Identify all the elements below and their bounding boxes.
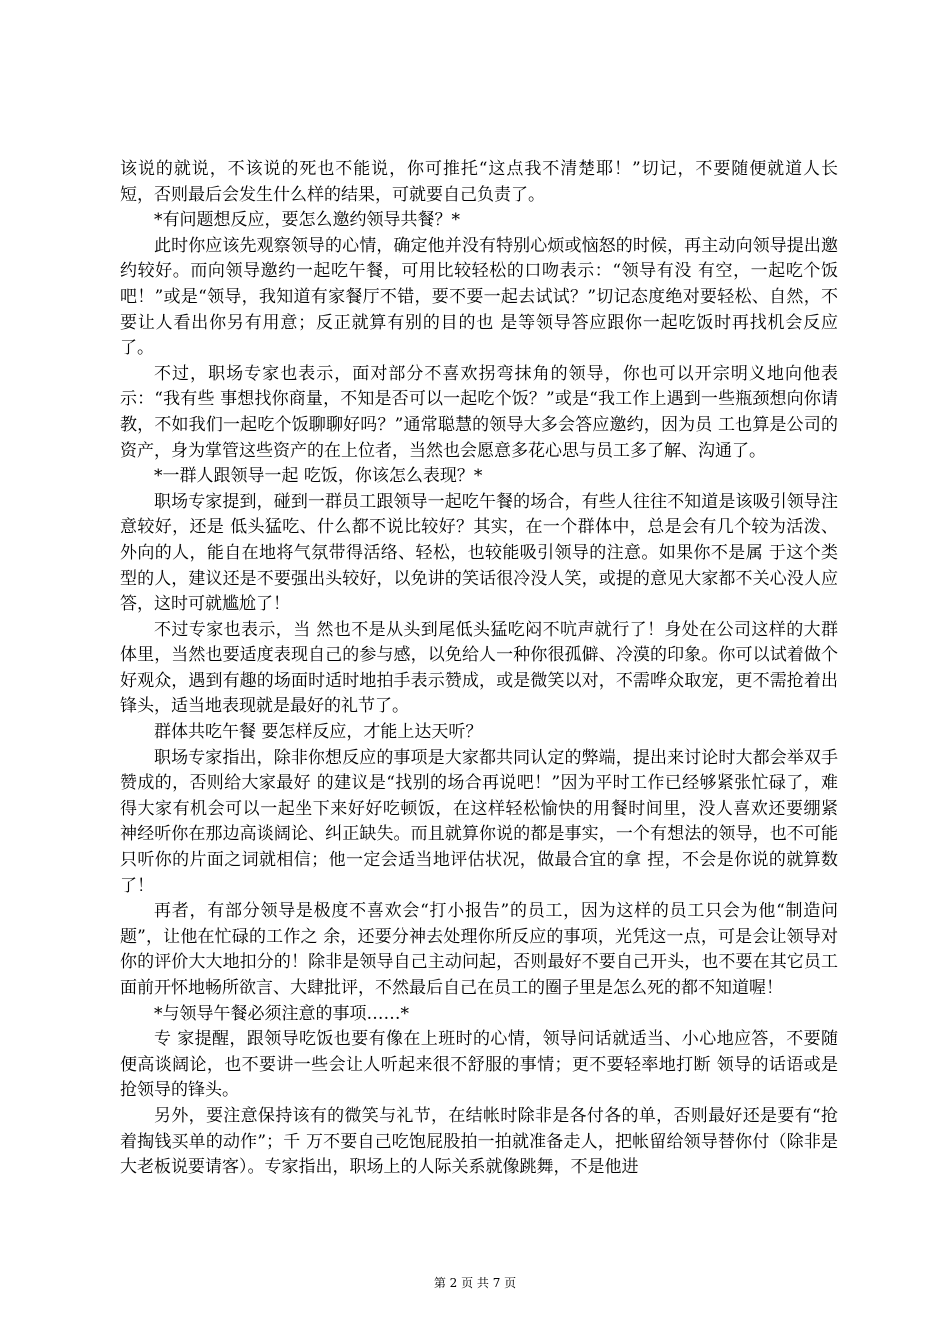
paragraph: 不过专家也表示，当 然也不是从头到尾低头猛吃闷不吭声就行了！身处在公司这样的大群体里，当然也要适度表现自己的参与感，以免给人一种你很孤僻、冷漠的印象。你可以试着做个 好观众，遇到有趣的场面时适时地拍手表示赞成，或是微笑以对，不需哗众取宠，更不需抢着出锋头，适当地表现就是最好的礼节了。 bbox=[120, 619, 838, 717]
page-footer: 第 2 页 共 7 页 bbox=[433, 1276, 517, 1290]
section-heading: 群体共吃午餐 要怎样反应，才能上达天听？ bbox=[154, 722, 483, 743]
section-heading: *与领导午餐必须注意的事项……* bbox=[154, 1003, 409, 1024]
section-heading: *一群人跟领导一起 吃饭，你该怎么表现？* bbox=[154, 466, 483, 487]
paragraph: 该说的就说，不该说的死也不能说，你可推托“这点我不清楚耶！”切记，不要随便就道人长 短，否则最后会发生什么样的结果，可就要自己负责了。 bbox=[120, 159, 838, 205]
document-body bbox=[120, 157, 838, 1181]
paragraph: 再者，有部分领导是极度不喜欢会“打小报告”的员工，因为这样的员工只会为他“制造问题”，让他在忙碌的工作之 余，还要分神去处理你所反应的事项，光凭这一点，可是会让领导对你的评价大大地扣分的！除非是领导自己主动问起，否则最好不要自己开头，也不要在其它员工 面前开怀地畅所欲言、大肆批评，不然最后自己在员工的圈子里是怎么死的都不知道喔！ bbox=[120, 901, 838, 998]
paragraph: 此时你应该先观察领导的心情，确定他并没有特别心烦或恼怒的时候，再主动向领导提出邀约较好。而向领导邀约一起吃午餐，可用比较轻松的口吻表示：“领导有没 有空，一起吃个饭吧！”或是“领导，我知道有家餐厅不错，要不要一起去试试？”切记态度绝对要轻松、自然，不要让人看出你另有用意；反正就算有别的目的也 是等领导答应跟你一起吃饭时再找机会反应了。 bbox=[120, 235, 838, 359]
paragraph: 专 家提醒，跟领导吃饭也要有像在上班时的心情，领导问话就适当、小心地应答，不要随便高谈阔论，也不要讲一些会让人听起来很不舒服的事情；更不要轻率地打断 领导的话语或是抢领导的锋头。 bbox=[120, 1029, 838, 1101]
section-heading: *有问题想反应，要怎么邀约领导共餐？* bbox=[154, 210, 460, 231]
paragraph: 另外，要注意保持该有的微笑与礼节，在结帐时除非是各付各的单，否则最好还是要有“抢着掏钱买单的动作”；千 万不要自己吃饱屁股拍一拍就准备走人，把帐留给领导替你付（除非是大老板说要请客）。专家指出，职场上的人际关系就像跳舞，不是他进 bbox=[120, 1105, 838, 1178]
paragraph: 职场专家指出，除非你想反应的事项是大家都共同认定的弊端，提出来讨论时大都会举双手赞成的，否则给大家最好 的建议是“找别的场合再说吧！”因为平时工作已经够紧张忙碌了，难得大家有机会可以一起坐下来好好吃顿饭，在这样轻松愉快的用餐时间里，没人喜欢还要绷紧 神经听你在那边高谈阔论、纠正缺失。而且就算你说的都是事实，一个有想法的领导，也不可能只听你的片面之词就相信；他一定会适当地评估状况，做最合宜的拿 捏，不会是你说的就算数了！ bbox=[120, 747, 838, 896]
paragraph: 职场专家提到，碰到一群员工跟领导一起吃午餐的场合，有些人往往不知道是该吸引领导注意较好，还是 低头猛吃、什么都不说比较好？其实，在一个群体中，总是会有几个较为活泼、外向的人，能自在地将气氛带得活络、轻松，也较能吸引领导的注意。如果你不是属 于这个类型的人，建议还是不要强出头较好，以免讲的笑话很冷没人笑，或提的意见大家都不关心没人应答，这时可就尴尬了！ bbox=[120, 491, 838, 615]
paragraph: 不过，职场专家也表示，面对部分不喜欢拐弯抹角的领导，你也可以开宗明义地向他表示：“我有些 事想找你商量，不知是否可以一起吃个饭？”或是“我工作上遇到一些瓶颈想向你请教，不如我们一起吃个饭聊聊好吗？”通常聪慧的领导大多会答应邀约，因为员 工也算是公司的资产，身为掌管这些资产的在上位者，当然也会愿意多花心思与员工多了解、沟通了。 bbox=[120, 363, 838, 461]
